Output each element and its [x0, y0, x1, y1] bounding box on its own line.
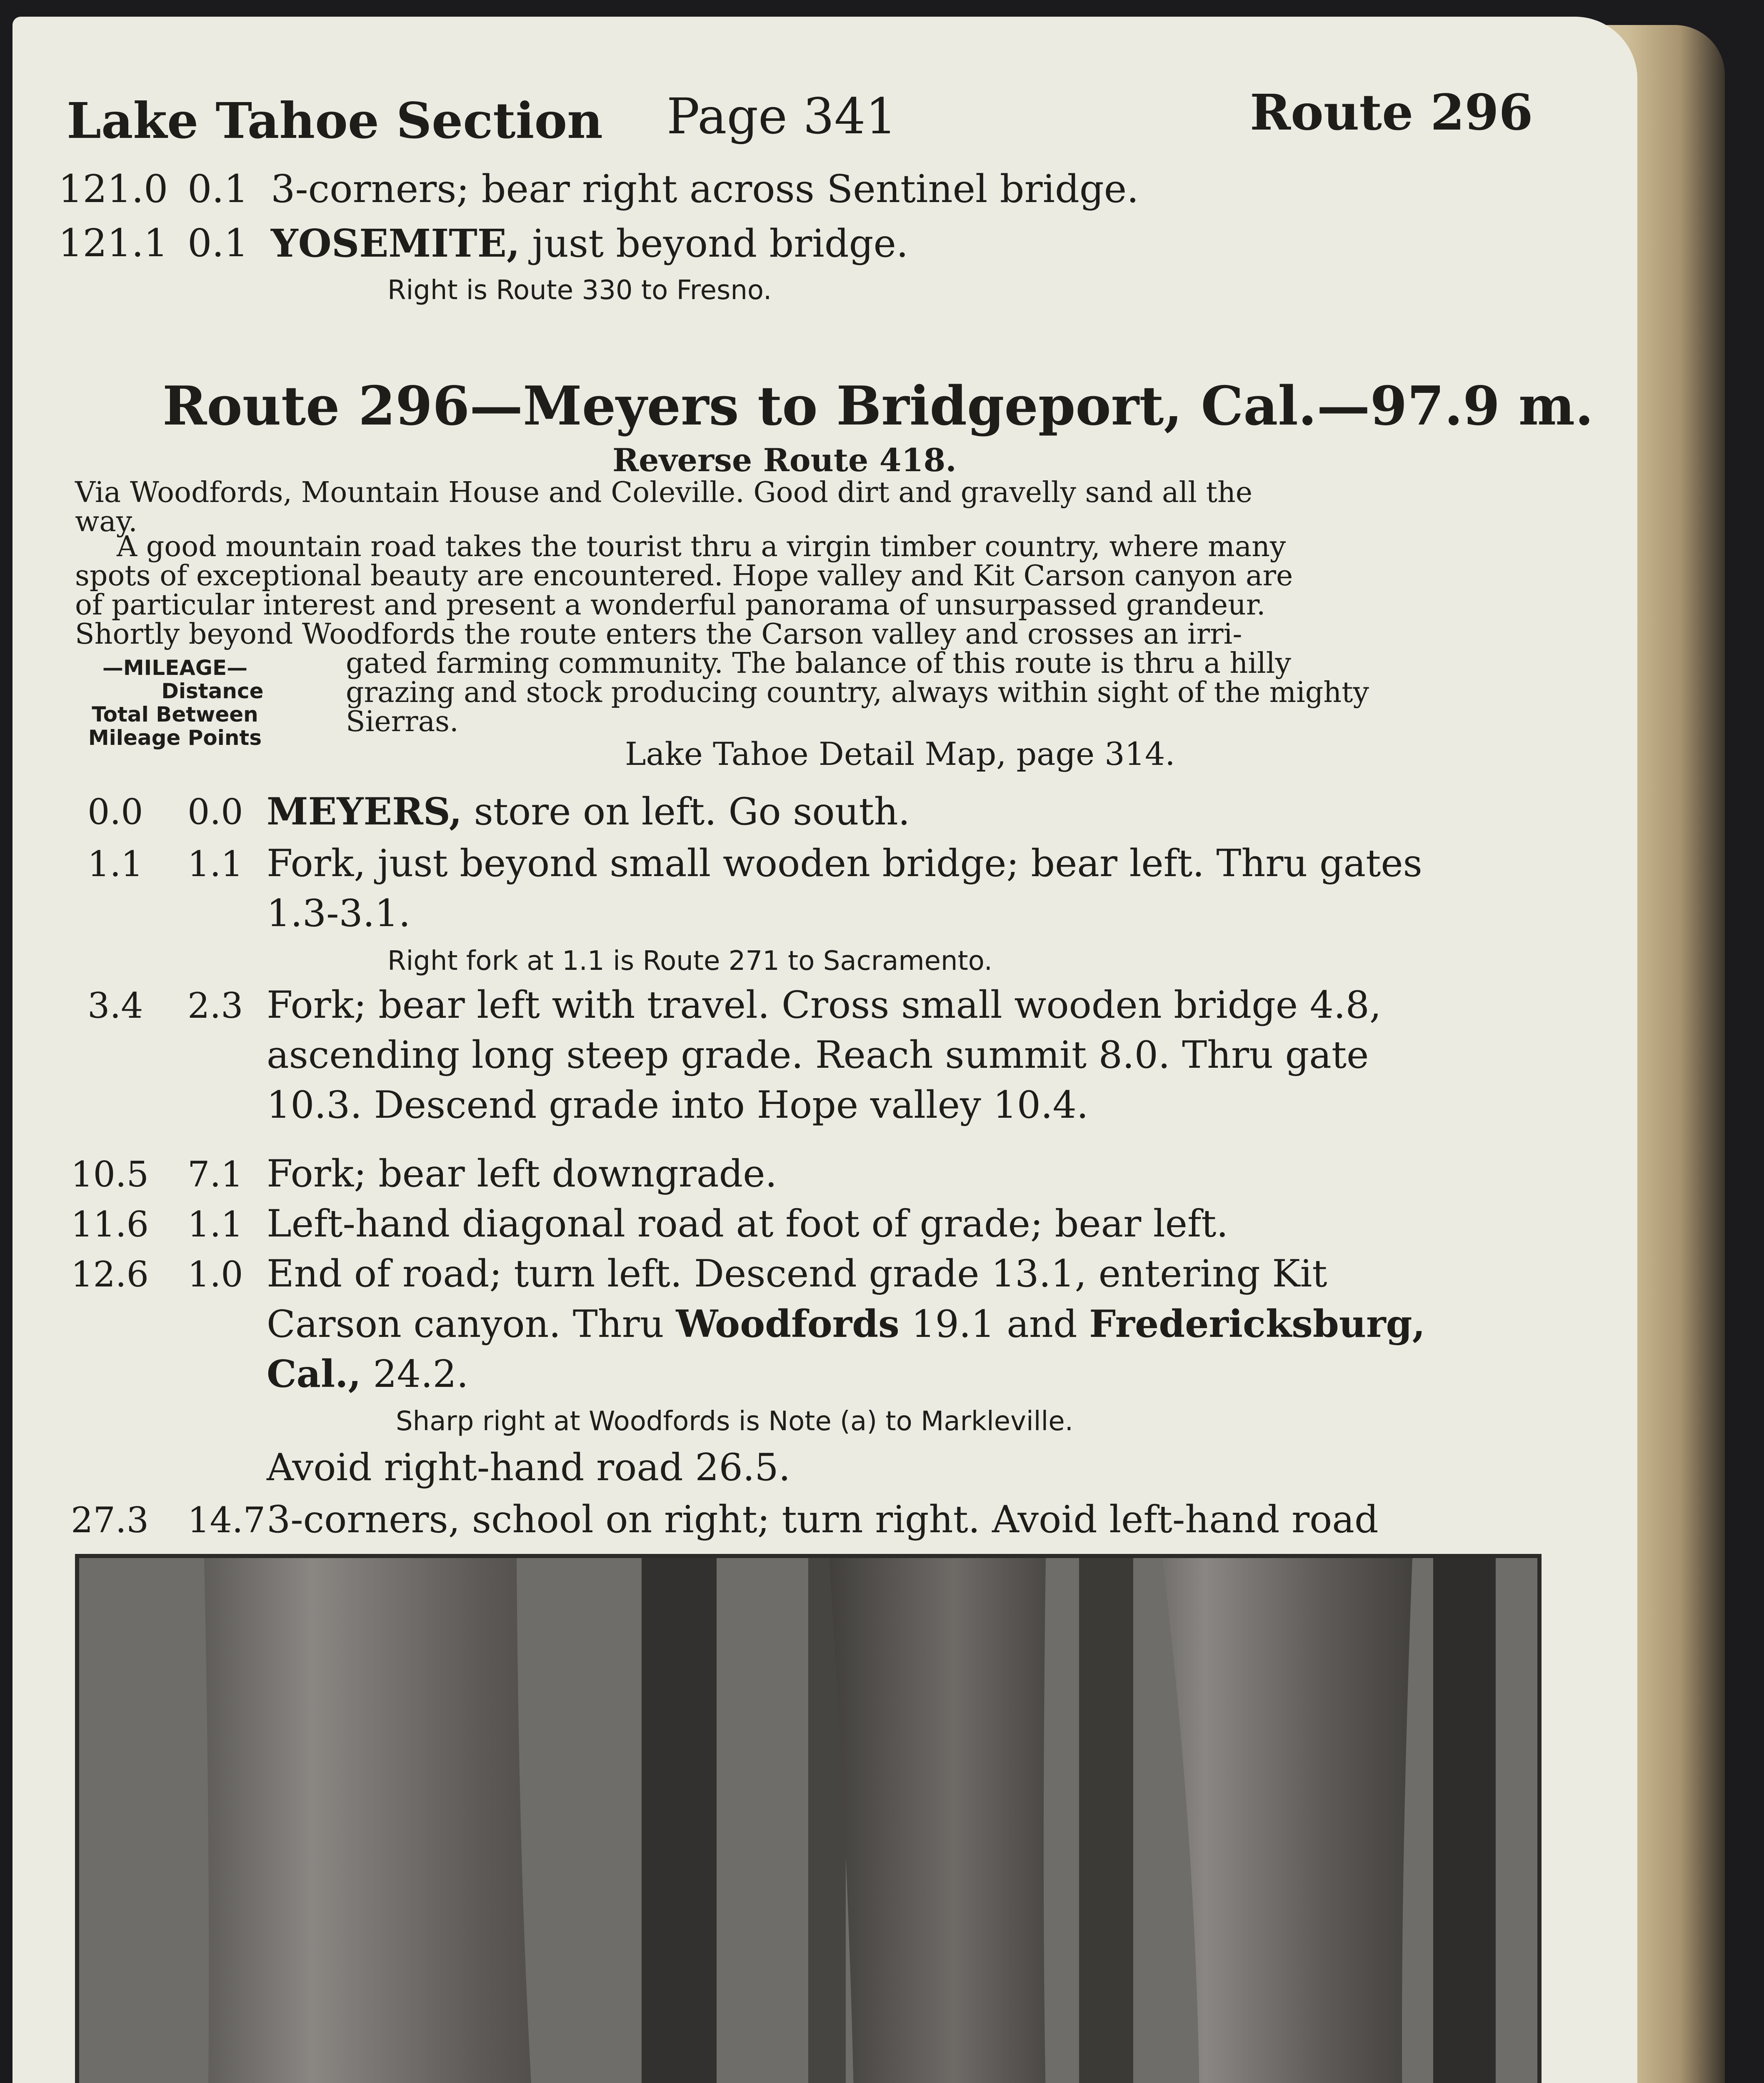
entry-between-mileage: 1.1 — [187, 844, 243, 884]
entry-line: Fork; bear left downgrade. — [267, 1152, 777, 1196]
place-name: Cal., — [267, 1352, 361, 1396]
entry-line: 3-corners, school on right; turn right. Avoid left-hand road — [267, 1498, 1379, 1541]
page-number: Page 341 — [667, 87, 897, 145]
entry-line: Carson canyon. Thru Woodfords 19.1 and Fredericksburg, — [267, 1302, 1425, 1346]
route-description-line: gated farming community. The balance of this route is thru a hilly — [346, 647, 1291, 680]
entry-between-mileage: 14.7 — [187, 1500, 266, 1541]
route-title: Route 296—Meyers to Bridgeport, Cal.—97.9 m. — [162, 375, 1594, 437]
prev-entry-between: 0.1 — [187, 167, 249, 211]
entry-line: Cal., 24.2. — [267, 1352, 469, 1396]
entry-total-mileage: 0.0 — [87, 792, 143, 832]
section-title: Lake Tahoe Section — [67, 92, 603, 150]
entry-line: 1.3-3.1. — [267, 892, 411, 935]
entry-total-mileage: 10.5 — [71, 1154, 149, 1195]
prev-entry-total: 121.1 — [58, 221, 168, 265]
entry-line: Fork; bear left with travel. Cross small wooden bridge 4.8, — [267, 983, 1382, 1027]
mileage-column-label — [67, 656, 283, 749]
route-description-line: A good mountain road takes the tourist thru a virgin timber country, where many — [117, 530, 1286, 563]
prev-entry-text — [271, 221, 908, 266]
entry-line: MEYERS, store on left. Go south. — [267, 789, 910, 834]
prev-entry-total: 121.0 — [58, 167, 168, 211]
sequoia-trees-illustration — [79, 1558, 1537, 2083]
route-description-line: of particular interest and present a wonderful panorama of unsurpassed grandeur. — [75, 589, 1266, 622]
entry-line: ascending long steep grade. Reach summit 8.0. Thru gate — [267, 1033, 1369, 1077]
entry-between-mileage: 1.1 — [187, 1204, 243, 1245]
entry-note: Sharp right at Woodfords is Note (a) to Markleville. — [396, 1406, 1074, 1437]
entry-line: End of road; turn left. Descend grade 13.1, entering Kit — [267, 1252, 1327, 1296]
route-description-line: grazing and stock producing country, always within sight of the mighty — [346, 676, 1369, 709]
prev-entry-between: 0.1 — [187, 221, 249, 265]
entry-between-mileage: 7.1 — [187, 1154, 243, 1195]
mileage-label-line: Mileage Points — [88, 726, 262, 750]
place-name: Fredericksburg, — [1089, 1302, 1425, 1346]
forest-photograph — [75, 1554, 1542, 2083]
route-number: Route 296 — [1250, 83, 1533, 141]
route-via-line: way. — [75, 505, 137, 538]
mileage-label-line: Distance — [161, 679, 264, 703]
route-via-line: Via Woodfords, Mountain House and Coleville. Good dirt and gravelly sand all the — [75, 476, 1253, 509]
route-description-line: Shortly beyond Woodfords the route enters the Carson valley and crosses an irri- — [75, 618, 1242, 651]
entry-line: Avoid right-hand road 26.5. — [267, 1446, 791, 1489]
entry-total-mileage: 27.3 — [71, 1500, 149, 1541]
entry-total-mileage: 12.6 — [71, 1254, 149, 1295]
entry-line: 10.3. Descend grade into Hope valley 10.4. — [267, 1083, 1089, 1127]
entry-total-mileage: 3.4 — [87, 985, 143, 1026]
entry-line: Fork, just beyond small wooden bridge; bear left. Thru gates — [267, 842, 1422, 885]
prev-entry-rest: just beyond bridge. — [520, 221, 909, 266]
place-name: MEYERS, — [267, 789, 462, 834]
entry-line: Left-hand diagonal road at foot of grade; bear left. — [267, 1202, 1229, 1246]
entry-total-mileage: 1.1 — [87, 844, 143, 884]
reverse-route: Reverse Route 418. — [612, 442, 957, 479]
prev-route-note: Right is Route 330 to Fresno. — [387, 275, 772, 306]
place-name: YOSEMITE, — [271, 221, 520, 266]
prev-entry-text: 3-corners; bear right across Sentinel bridge. — [271, 167, 1139, 211]
entry-between-mileage: 2.3 — [187, 985, 243, 1026]
route-description-line: Sierras. — [346, 705, 459, 738]
entry-note: Right fork at 1.1 is Route 271 to Sacramento. — [387, 946, 993, 977]
entry-between-mileage: 0.0 — [187, 792, 243, 832]
mileage-label-line: Total Between — [92, 702, 258, 727]
book-page — [12, 17, 1637, 2083]
place-name: Woodfords — [676, 1302, 899, 1346]
entry-total-mileage: 11.6 — [71, 1204, 149, 1245]
detail-map-reference: Lake Tahoe Detail Map, page 314. — [625, 735, 1175, 772]
route-description-line: spots of exceptional beauty are encountered. Hope valley and Kit Carson canyon are — [75, 559, 1293, 592]
mileage-label-line: —MILEAGE— — [102, 656, 248, 680]
entry-between-mileage: 1.0 — [187, 1254, 243, 1295]
